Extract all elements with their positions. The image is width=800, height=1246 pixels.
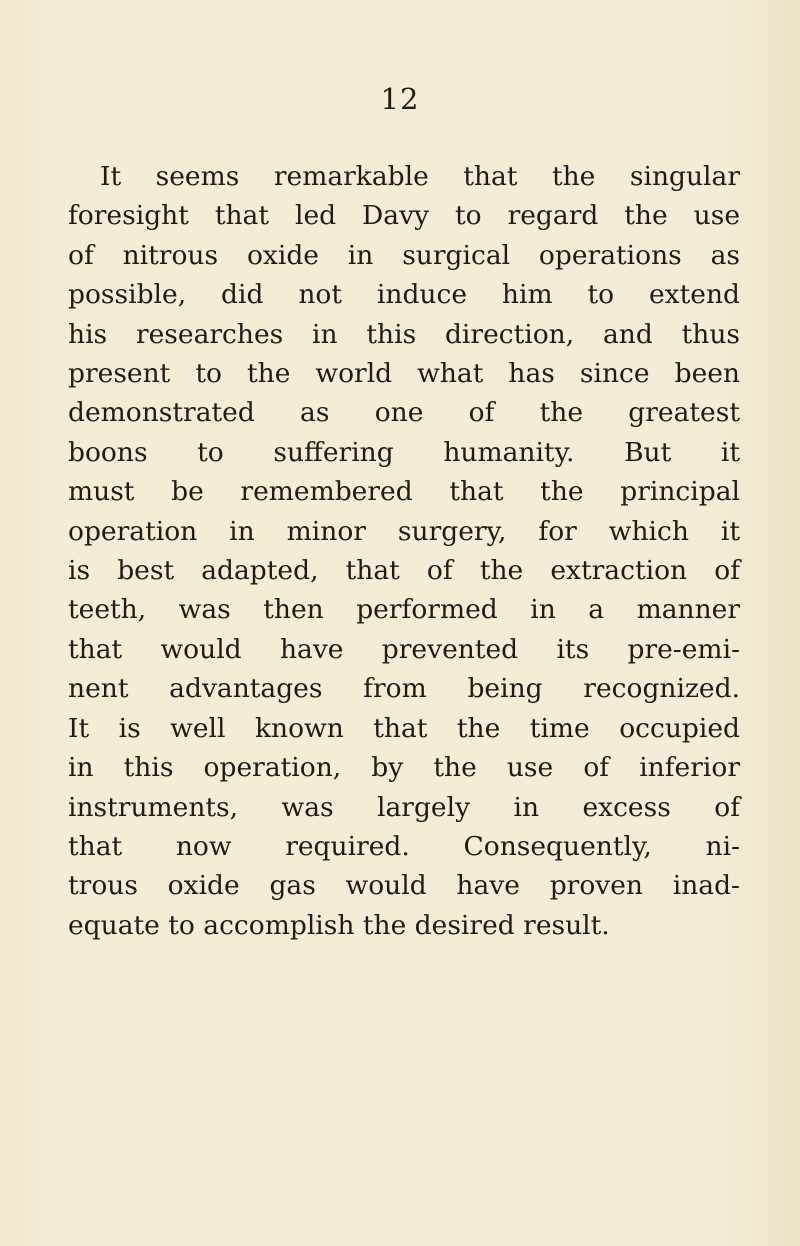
body-paragraph bbox=[68, 157, 740, 945]
text-line: foresight that led Davy to regard the use bbox=[68, 200, 740, 232]
text-line: possible, did not induce him to extend bbox=[68, 279, 740, 311]
text-line: teeth, was then performed in a manner bbox=[68, 594, 740, 626]
text-line: must be remembered that the principal bbox=[68, 476, 740, 508]
text-line: boons to suffering humanity. But it bbox=[68, 436, 740, 468]
text-line: equate to accomplish the desired result. bbox=[68, 909, 610, 941]
text-line: It seems remarkable that the singular bbox=[100, 161, 740, 192]
text-line: It is well known that the time occupied bbox=[68, 712, 740, 744]
text-line: nent advantages from being recognized. bbox=[68, 673, 740, 705]
text-line: demonstrated as one of the greatest bbox=[68, 397, 740, 429]
text-line: that would have prevented its pre-emi- bbox=[68, 633, 740, 665]
text-line: is best adapted, that of the extraction of bbox=[68, 555, 740, 587]
text-line: that now required. Consequently, ni- bbox=[68, 830, 740, 862]
text-line: his researches in this direction, and thus bbox=[68, 318, 740, 350]
page-number: 12 bbox=[380, 82, 420, 116]
text-line: of nitrous oxide in surgical operations as bbox=[68, 239, 740, 271]
text-line: trous oxide gas would have proven inad- bbox=[68, 870, 740, 902]
text-line: instruments, was largely in excess of bbox=[68, 791, 740, 823]
text-line: in this operation, by the use of inferior bbox=[68, 752, 740, 784]
text-line: operation in minor surgery, for which it bbox=[68, 515, 740, 547]
text-line: present to the world what has since been bbox=[68, 358, 740, 390]
